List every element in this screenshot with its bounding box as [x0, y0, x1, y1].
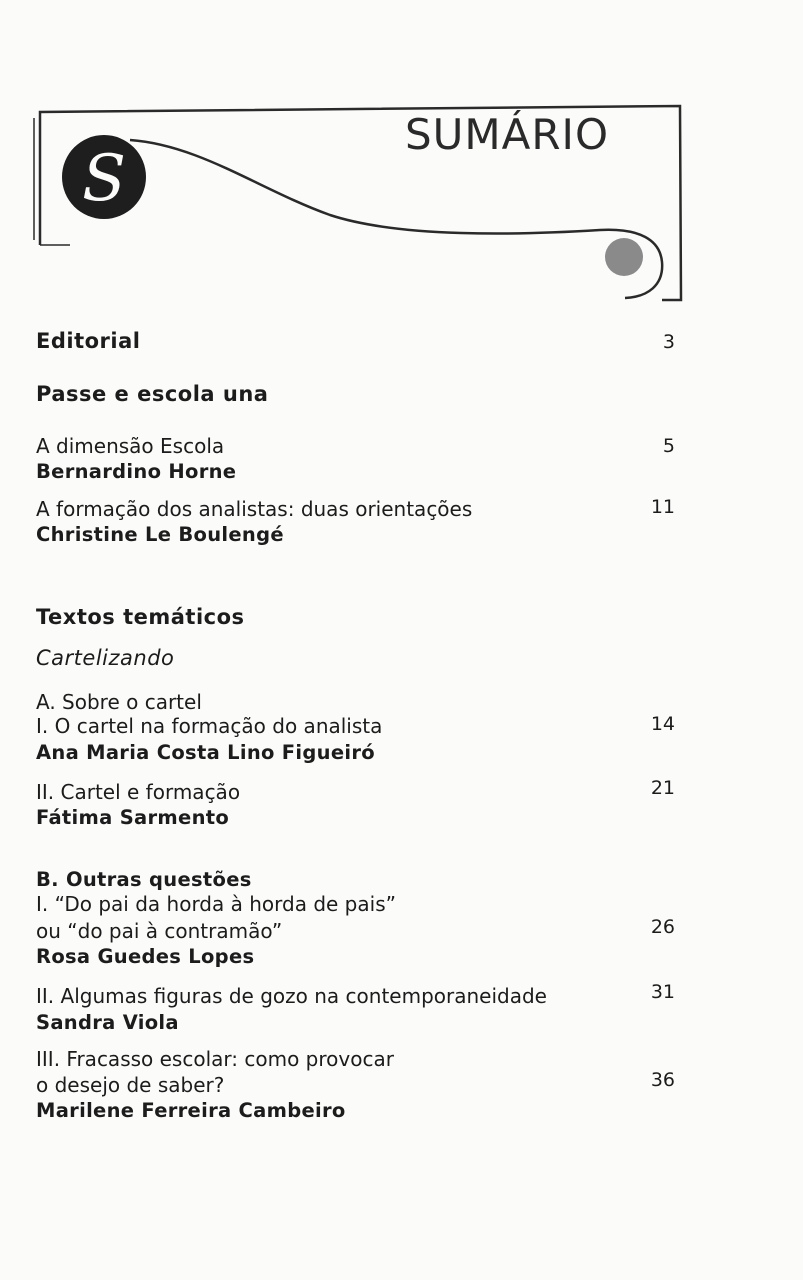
- svg-text:S: S: [82, 142, 126, 216]
- entry-title-line1: I. “Do pai da horda à horda de pais”: [36, 892, 396, 916]
- entry-page: 26: [650, 916, 675, 938]
- entry-title: II. Algumas figuras de gozo na contemporaneidade: [36, 984, 547, 1008]
- page-title: SUMÁRIO: [405, 110, 609, 159]
- entry-author: Sandra Viola: [36, 1011, 179, 1034]
- entry-author: Ana Maria Costa Lino Figueiró: [36, 741, 375, 764]
- entry-title-line2: ou “do pai à contramão”: [36, 919, 283, 943]
- entry-page: 14: [650, 713, 675, 735]
- entry-page: 36: [650, 1069, 675, 1091]
- entry-page: 11: [650, 496, 675, 518]
- entry-page: 5: [662, 435, 675, 457]
- grey-dot-icon: [605, 238, 643, 276]
- editorial-page: 3: [662, 331, 675, 353]
- s-monogram-icon: [62, 135, 146, 219]
- section2-heading: Textos temáticos: [36, 605, 245, 629]
- section2-subheading: Cartelizando: [36, 646, 175, 670]
- entry-author: Bernardino Horne: [36, 460, 237, 483]
- entry-author: Marilene Ferreira Cambeiro: [36, 1099, 346, 1122]
- editorial-heading: Editorial: [36, 329, 141, 353]
- entry-page: 21: [650, 777, 675, 799]
- entry-author: Christine Le Boulengé: [36, 523, 284, 546]
- entry-title: A formação dos analistas: duas orientações: [36, 497, 473, 521]
- entry-title-line2: o desejo de saber?: [36, 1073, 225, 1097]
- section1-heading: Passe e escola una: [36, 382, 269, 406]
- entry-author: Fátima Sarmento: [36, 806, 230, 829]
- entry-title: A dimensão Escola: [36, 434, 225, 458]
- entry-title: II. Cartel e formação: [36, 780, 241, 804]
- entry-page: 31: [650, 981, 675, 1003]
- group-b-heading: B. Outras questões: [36, 868, 252, 891]
- group-a-heading: A. Sobre o cartel: [36, 690, 202, 714]
- entry-title: I. O cartel na formação do analista: [36, 714, 383, 738]
- header-ornament: [0, 0, 803, 320]
- entry-author: Rosa Guedes Lopes: [36, 945, 255, 968]
- entry-title-line1: III. Fracasso escolar: como provocar: [36, 1047, 394, 1071]
